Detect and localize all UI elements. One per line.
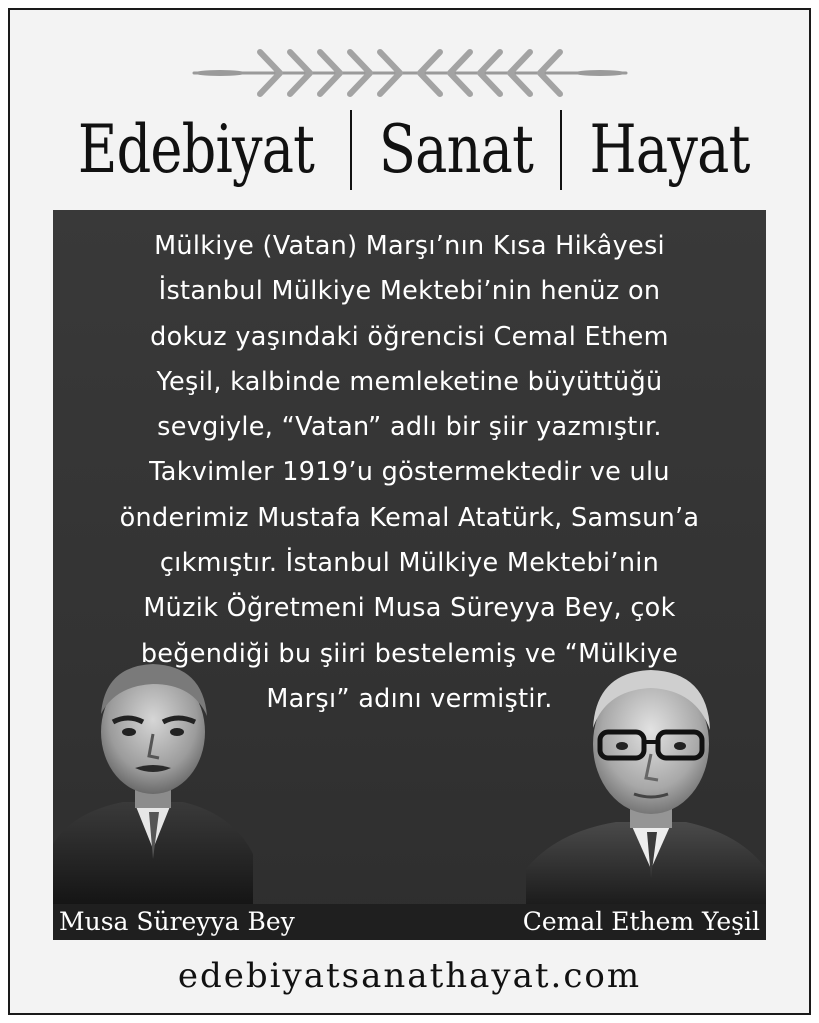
article-line: Yeşil, kalbinde memleketine büyüttüğü — [156, 366, 663, 397]
article-line: İstanbul Mülkiye Mektebi’nin henüz on — [158, 276, 661, 307]
article-line: Marşı” adını vermiştir. — [266, 683, 553, 714]
laurel-branch-icon — [190, 44, 630, 102]
article-line: beğendiği bu şiiri bestelemiş ve “Mülkiye — [140, 638, 679, 669]
article-line: sevgiyle, “Vatan” adlı bir şiir yazmıştır. — [157, 412, 662, 443]
article-line: önderimiz Mustafa Kemal Atatürk, Samsun’a — [119, 502, 700, 533]
caption-musa-sureyya-bey: Musa Süreyya Bey — [59, 907, 295, 936]
site-title — [40, 102, 779, 198]
article-panel — [53, 210, 766, 940]
article-line: Takvimler 1919’u göstermektedir ve ulu — [149, 457, 670, 488]
article-line: çıkmıştır. İstanbul Mülkiye Mektebi’nin — [159, 548, 660, 579]
article-line: Müzik Öğretmeni Musa Süreyya Bey, çok — [143, 593, 676, 624]
portrait-cemal-ethem-yesil — [526, 654, 766, 904]
title-divider — [560, 110, 562, 190]
title-segment-hayat: Hayat — [589, 111, 750, 188]
title-segment-sanat: Sanat — [378, 111, 534, 188]
website-url[interactable]: edebiyatsanathayat.com — [177, 956, 642, 996]
article-heading: Mülkiye (Vatan) Marşı’nın Kısa Hikâyesi — [154, 231, 665, 261]
caption-cemal-ethem-yesil: Cemal Ethem Yeşil — [522, 907, 760, 936]
title-segment-edebiyat: Edebiyat — [77, 111, 315, 188]
article-line: dokuz yaşındaki öğrencisi Cemal Ethem — [150, 321, 669, 352]
portrait-musa-sureyya-bey — [53, 644, 253, 904]
title-divider — [350, 110, 352, 190]
